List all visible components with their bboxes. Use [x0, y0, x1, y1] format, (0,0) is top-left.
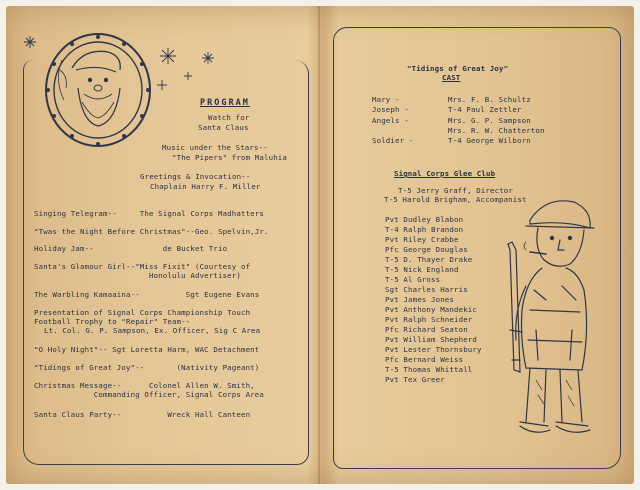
program-line: "Tidings of Great Joy"-- (Nativity Pageant): [34, 363, 260, 372]
program-line: Santa Claus Party-- Wreck Hall Canteen: [34, 410, 251, 419]
program-line: Santa Claus: [198, 123, 249, 132]
program-line: Christmas Message-- Colonel Allen W. Smith,: [34, 381, 255, 390]
cast-heading: CAST: [442, 73, 461, 82]
cast-role: Angels -: [372, 116, 409, 125]
member-line: Pfc Richard Seaton: [385, 325, 468, 334]
program-line: "O Holy Night"-- Sgt Loretta Harm, WAC Detachment: [34, 345, 260, 354]
member-line: T-5 Thomas Whittall: [385, 365, 473, 374]
member-line: Pvt Anthony Mandekic: [385, 305, 477, 314]
member-line: T-5 Al Gross: [385, 275, 441, 284]
program-line: Chaplain Harry F. Miller: [150, 182, 261, 191]
program-line: Singing Telegram-- The Signal Corps Madhatters: [34, 209, 264, 218]
member-line: T-5 D. Thayer Drake: [385, 255, 473, 264]
glee-club-heading: Signal Corps Glee Club: [394, 169, 496, 178]
member-line: Pvt Lester Thornsbury: [385, 345, 482, 354]
program-line: "The Pipers" from Maluhia: [172, 153, 287, 162]
program-line: Holiday Jam-- de Bucket Trio: [34, 244, 228, 253]
program-line: Watch for: [208, 113, 250, 122]
soldier-with-rifle-icon: [486, 190, 612, 452]
program-line: Football Trophy to "Repair" Team--: [34, 317, 191, 326]
program-line: Commanding Officer, Signal Corps Area: [34, 390, 264, 399]
program-line: Honolulu Advertiser): [34, 271, 241, 280]
member-line: Pfc George Douglas: [385, 245, 468, 254]
star-sparkle-icon: [20, 30, 50, 56]
cast-actor: T-4 George Wilborn: [448, 136, 531, 145]
program-line: Santa's Glamour Girl--"Miss Fixit" (Courtesy of: [34, 262, 251, 271]
member-line: Sgt Charles Harris: [385, 285, 468, 294]
cast-actor: T-4 Paul Zettler: [448, 105, 522, 114]
cast-role: Soldier -: [372, 136, 414, 145]
star-sparkle-icon: [150, 36, 230, 96]
program-line: Lt. Col. G. P. Sampson, Ex. Officer, Sig C Area: [44, 326, 261, 335]
program-line: Greetings & Invocation--: [140, 172, 251, 181]
cast-role: Mary -: [372, 95, 400, 104]
member-line: Pvt William Shepherd: [385, 335, 477, 344]
pageant-title: "Tidings of Great Joy": [407, 64, 509, 73]
cast-actor: Mrs. F. B. Schultz: [448, 95, 531, 104]
member-line: Pvt James Jones: [385, 295, 454, 304]
member-line: Pvt Tex Greer: [385, 375, 445, 384]
cast-role: Joseph -: [372, 105, 409, 114]
program-line: "Twas the Night Before Christmas"--Geo. Spelvin,Jr.: [34, 227, 269, 236]
member-line: Pvt Riley Crabbe: [385, 235, 459, 244]
director-line: T-5 Harold Brigham, Accompanist: [384, 195, 527, 204]
member-line: Pfc Bernard Weiss: [385, 355, 464, 364]
member-line: T-5 Nick England: [385, 265, 459, 274]
program-line: Music under the Stars--: [162, 143, 268, 152]
center-fold: [318, 6, 320, 484]
member-line: Pvt Ralph Schneider: [385, 315, 473, 324]
member-line: Pvt Dudley Blabon: [385, 215, 464, 224]
director-line: T-5 Jerry Graff, Director: [398, 186, 513, 195]
cast-actor: Mrs. R. W. Chatterton: [448, 126, 545, 135]
program-line: The Warbling Kamaaina-- Sgt Eugene Evans: [34, 290, 260, 299]
santa-porthole-icon: [42, 30, 160, 158]
program-line: Presentation of Signal Corps Championship Touch: [34, 308, 251, 317]
cast-actor: Mrs. G. P. Sampson: [448, 116, 531, 125]
program-heading: PROGRAM: [200, 98, 250, 108]
member-line: T-4 Ralph Brandon: [385, 225, 464, 234]
